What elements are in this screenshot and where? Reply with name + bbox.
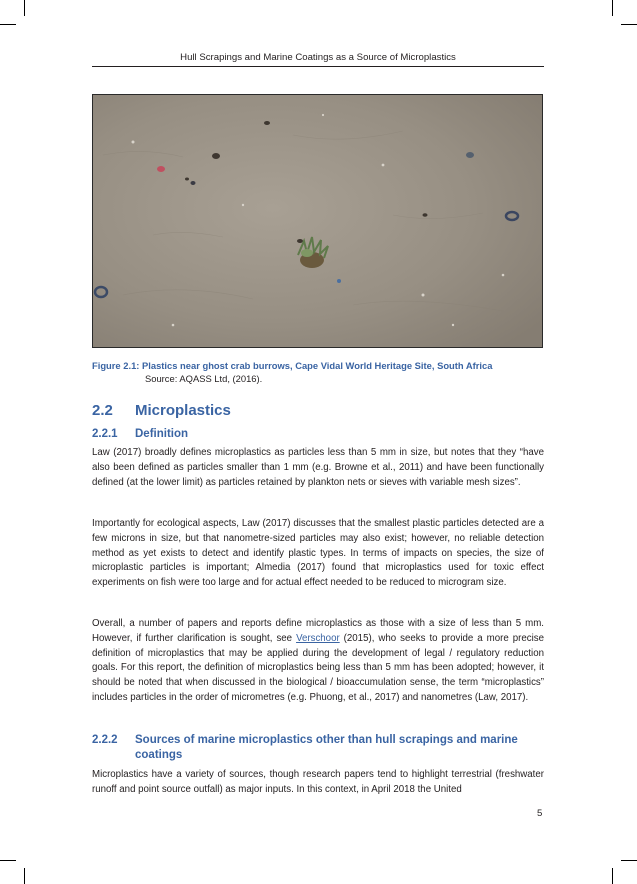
crop-mark <box>0 24 16 25</box>
paragraph: Law (2017) broadly defines microplastics as particles less than 5 mm in size, but notes that they “have also been defined as particles smaller than 1 mm (e.g. Browne et al., 2011) and have been functionally defined (at the lower limit) as particles retained by plankton nets or sieves with variable mesh sizes”. <box>92 447 544 488</box>
crop-mark <box>621 860 637 861</box>
subsection-number: 2.2.1 <box>92 428 118 440</box>
paragraph-text: (2015), who seeks to provide a more precise definition of microplastics that may be applied during the development of legal / regulatory reduction goals. For this report, the definition of microplastics being less than 5 mm has been adopted; however, it should be noted that when discussed in the biological / bioaccumulation sense, the term “microplastics” includes particles in the order of micrometres (e.g. Phuong, et al., 2017) and nanometres (Law, 2017). <box>92 632 544 703</box>
crop-mark <box>612 0 613 16</box>
figure-title: Plastics near ghost crab burrows, Cape Vidal World Heritage Site, South Africa <box>142 360 493 371</box>
paragraph: Microplastics have a variety of sources, though research papers tend to highlight terrestrial (freshwater runoff and point source outfall) as major inputs. In this context, in April 2018 the United <box>92 769 544 795</box>
subsection-title: Sources of marine microplastics other than hull scrapings and marine coatings <box>135 734 518 761</box>
header-rule <box>92 66 544 67</box>
crop-mark <box>621 24 637 25</box>
verschoor-link[interactable]: Verschoor <box>296 632 340 644</box>
paragraph-text: Overall, a number of papers and reports define microplastics as those with a size of less than 5 mm. However, if further clarification is sought, see <box>92 618 544 644</box>
paragraph: Importantly for ecological aspects, Law (2017) discusses that the smallest plastic particles detected are a few microns in size, but that nanometre-sized particles may also exist; however, no reliable detection method as yet exists to detect and identify plastic types. In terms of impacts on species, the size of microplastic particles is important; Almedia (2017) found that microplastics used for toxic effect experiments on fish were too large and for actual effect needed to be reduced to microgram size. <box>92 518 544 589</box>
crop-mark <box>24 0 25 16</box>
subsection-heading-sources <box>92 733 555 763</box>
paragraph <box>92 617 544 706</box>
subsection-title: Definition <box>135 428 189 440</box>
subsection-number: 2.2.2 <box>92 734 118 746</box>
beach-photo <box>92 94 543 348</box>
running-header: Hull Scrapings and Marine Coatings as a Source of Microplastics <box>180 52 456 63</box>
section-heading <box>92 402 231 419</box>
page-number: 5 <box>537 808 543 819</box>
section-number: 2.2 <box>92 402 113 419</box>
figure-source: Source: AQASS Ltd, (2016). <box>145 372 263 384</box>
crop-mark <box>0 860 16 861</box>
section-title: Microplastics <box>135 402 231 419</box>
figure-caption-title <box>92 360 492 373</box>
crop-mark <box>612 868 613 884</box>
figure-caption <box>92 360 492 385</box>
figure-label: Figure 2.1: <box>92 360 140 371</box>
subsection-heading-definition <box>92 427 555 442</box>
crop-mark <box>24 868 25 884</box>
